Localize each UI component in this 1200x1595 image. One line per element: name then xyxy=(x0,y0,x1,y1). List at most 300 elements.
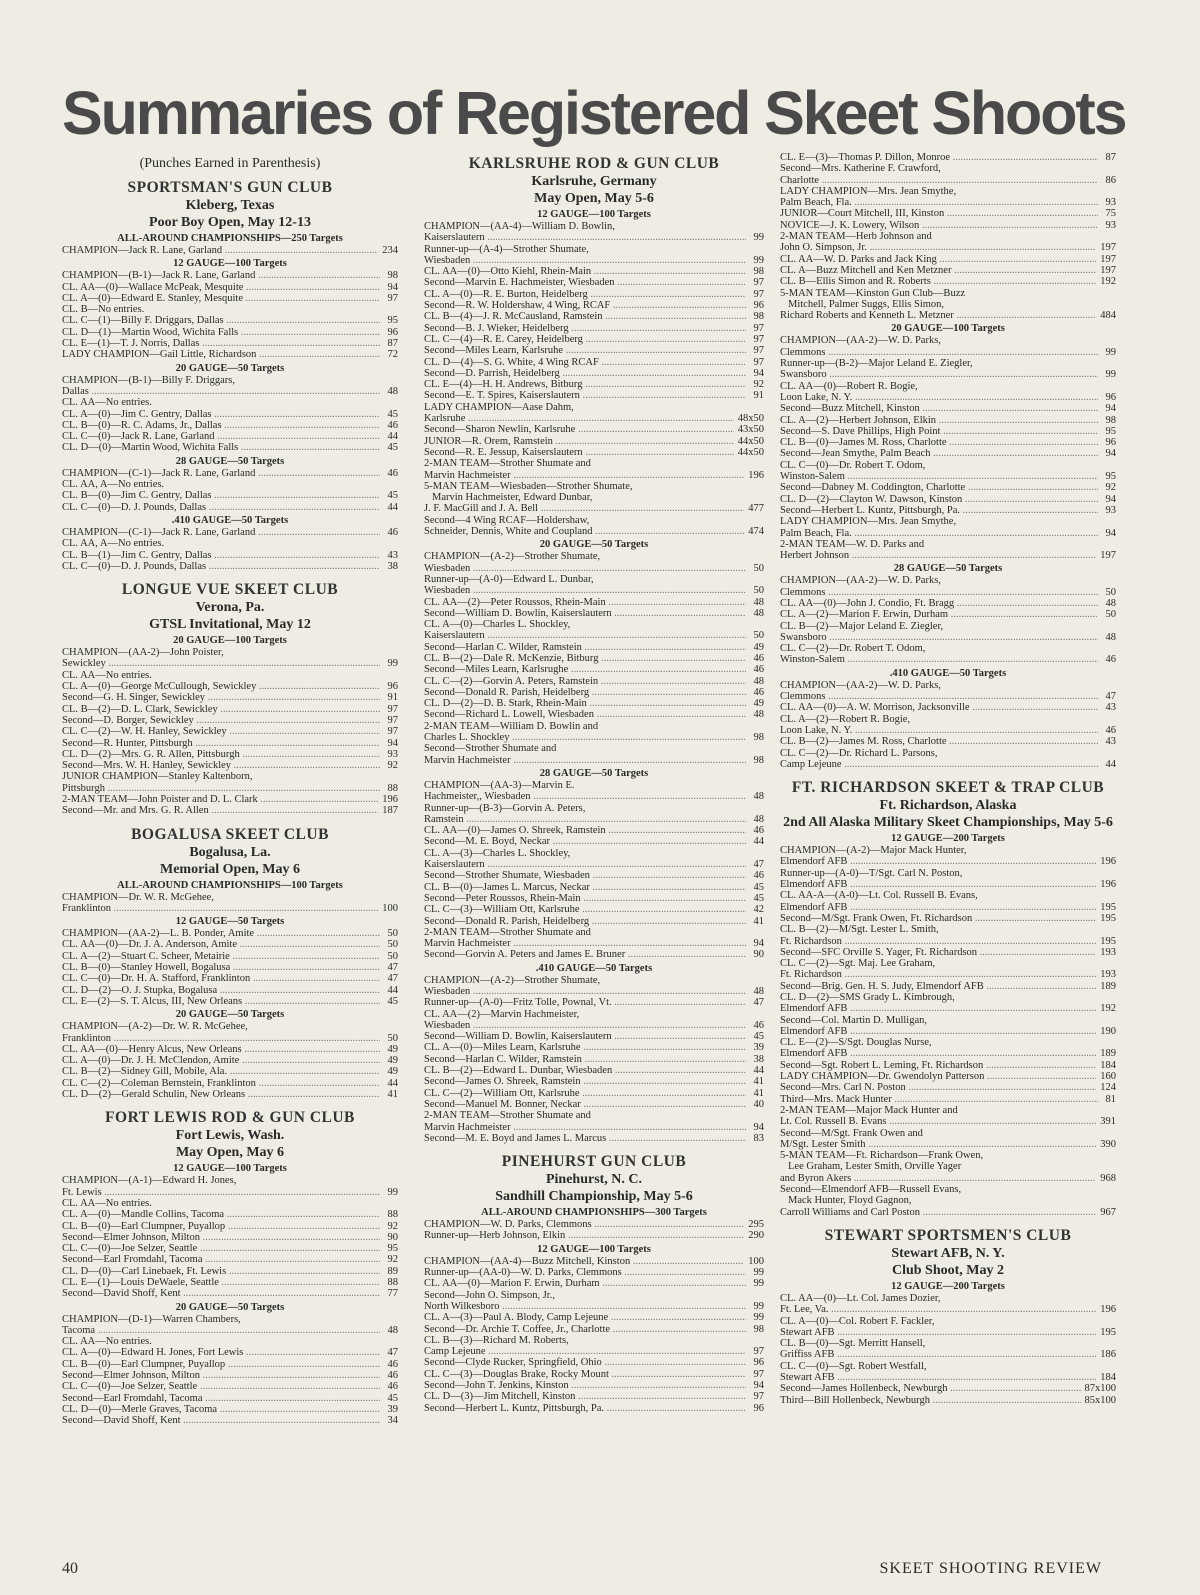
result-text: CL. A—(0)—Charles L. Shockley, xyxy=(424,619,571,631)
result-row xyxy=(62,1209,398,1220)
result-score: 98 xyxy=(753,1323,764,1335)
result-text: CL. D—(0)—Carl Linebaek, Ft. Lewis ..... xyxy=(62,1266,380,1277)
result-row xyxy=(780,1026,1116,1037)
result-text: Wiesbaden ..... xyxy=(424,585,746,596)
result-text: 2-MAN TEAM—Strother Shumate and xyxy=(424,458,591,470)
result-row xyxy=(424,244,764,255)
result-row xyxy=(780,265,1116,276)
result-text: Elmendorf AFB ..... xyxy=(780,902,1096,913)
gauge-heading: 12 GAUGE—50 Targets xyxy=(175,916,285,928)
result-score: 99 xyxy=(753,1267,764,1279)
result-row xyxy=(780,1071,1116,1082)
result-row xyxy=(424,1122,764,1133)
result-text: Winston-Salem ..... xyxy=(780,471,1098,482)
result-row xyxy=(424,289,764,300)
result-score: 97 xyxy=(387,292,398,304)
result-row xyxy=(424,357,764,368)
result-text: Ft. Lewis ..... xyxy=(62,1187,380,1198)
result-text: CL. C—(2)—William Ott, Karlsruhe ..... xyxy=(424,1088,746,1099)
result-text: CL. AA—(0)—Henry Alcus, New Orleans ..... xyxy=(62,1044,380,1055)
result-row xyxy=(62,1381,398,1392)
result-row xyxy=(62,1033,398,1044)
result-text: Elmendorf AFB ..... xyxy=(780,1026,1096,1037)
result-row xyxy=(780,1361,1116,1372)
result-row xyxy=(424,904,764,915)
result-score: 92 xyxy=(387,1220,398,1232)
result-row xyxy=(780,748,1116,759)
result-row xyxy=(424,368,764,379)
result-text: Second—William D. Bowlin, Kaiserslautern ..... xyxy=(424,608,746,619)
result-row xyxy=(780,1003,1116,1014)
result-row xyxy=(780,609,1116,620)
result-row xyxy=(780,152,1116,163)
result-text: CHAMPION—(AA-2)—L. B. Ponder, Amite ..... xyxy=(62,928,380,939)
result-text: Second—Buzz Mitchell, Kinston ..... xyxy=(780,403,1098,414)
result-row xyxy=(780,505,1116,516)
result-text: CL. E—(1)—T. J. Norris, Dallas ..... xyxy=(62,338,380,349)
result-score: 97 xyxy=(753,277,764,289)
result-text: 2-MAN TEAM—W. D. Parks and xyxy=(780,538,925,550)
result-row xyxy=(62,431,398,442)
result-text: North Wilkesboro ..... xyxy=(424,1301,746,1312)
result-row xyxy=(780,879,1116,890)
result-text: Second—Elmendorf AFB—Russell Evans, xyxy=(780,1184,962,1196)
result-row xyxy=(62,1055,398,1066)
result-score: 46 xyxy=(753,686,764,698)
club-location: Bogalusa, La. xyxy=(189,844,271,860)
result-row xyxy=(780,575,1116,586)
result-score: 290 xyxy=(748,1230,764,1242)
result-row xyxy=(424,413,764,424)
result-score: 42 xyxy=(753,904,764,916)
club-name: SPORTSMAN'S GUN CLUB xyxy=(127,179,333,196)
column-3 xyxy=(780,152,1116,1577)
result-text: CHAMPION—(C-1)—Jack R. Lane, Garland ..... xyxy=(62,468,380,479)
result-text: CL. AA—(0)—Dr. J. A. Anderson, Amite ..... xyxy=(62,939,380,950)
result-score: 967 xyxy=(1100,1206,1116,1218)
result-score: 94 xyxy=(753,1121,764,1133)
result-score: 99 xyxy=(753,232,764,244)
result-text: CL. B—(0)—R. C. Adams, Jr., Dallas ..... xyxy=(62,420,380,431)
result-row xyxy=(62,1198,398,1209)
result-text: CL. B—(4)—J. R. McCausland, Ramstein ..... xyxy=(424,311,746,322)
result-row xyxy=(424,221,764,232)
result-text: CL. E—(1)—Louis DeWaele, Seattle ..... xyxy=(62,1277,380,1288)
result-score: 190 xyxy=(1100,1025,1116,1037)
result-score: 484 xyxy=(1100,310,1116,322)
result-text: CHAMPION—(AA-4)—William D. Bowlin, xyxy=(424,221,615,232)
result-row xyxy=(424,345,764,356)
result-text: Hachmeister,, Wiesbaden ..... xyxy=(424,791,746,802)
result-row xyxy=(62,1066,398,1077)
result-row xyxy=(424,1099,764,1110)
result-score: 46 xyxy=(753,1019,764,1031)
result-text: Second—Richard L. Lowell, Wiesbaden ..... xyxy=(424,709,746,720)
result-row xyxy=(62,647,398,658)
result-text: CL. AA—(0)—James O. Shreek, Ramstein ..... xyxy=(424,825,746,836)
result-text: Second—Herbert L. Kuntz, Pittsburgh, Pa. ..... xyxy=(424,1403,746,1414)
result-row xyxy=(780,1173,1116,1184)
result-text: Second—James Hollenbeck, Newburgh ..... xyxy=(780,1383,1081,1394)
result-row xyxy=(424,676,764,687)
result-score: 40 xyxy=(753,1098,764,1110)
result-row xyxy=(62,1243,398,1254)
result-row xyxy=(424,1290,764,1301)
result-score: 93 xyxy=(1105,504,1116,516)
result-row xyxy=(424,585,764,596)
result-text: Elmendorf AFB ..... xyxy=(780,879,1096,890)
result-score: 184 xyxy=(1100,1059,1116,1071)
result-text: Wiesbaden ..... xyxy=(424,563,746,574)
result-row xyxy=(62,397,398,408)
column-1 xyxy=(62,152,398,1577)
result-score: 391 xyxy=(1100,1116,1116,1128)
result-row xyxy=(780,335,1116,346)
result-score: 83 xyxy=(753,1132,764,1144)
result-row xyxy=(424,1267,764,1278)
result-score: 46 xyxy=(1105,724,1116,736)
result-score: 99 xyxy=(753,1278,764,1290)
result-row xyxy=(780,197,1116,208)
result-score: 99 xyxy=(387,658,398,670)
result-row xyxy=(424,825,764,836)
result-text: Dallas ..... xyxy=(62,386,380,397)
result-text: CL. A—(0)—George McCullough, Sewickley ..... xyxy=(62,681,380,692)
result-row xyxy=(780,890,1116,901)
result-row xyxy=(780,632,1116,643)
result-text: Runner-up—Herb Johnson, Elkin ..... xyxy=(424,1230,744,1241)
result-text: CL. AA—(0)—A. W. Morrison, Jacksonville ..... xyxy=(780,702,1098,713)
result-row xyxy=(424,916,764,927)
result-text: Pittsburgh ..... xyxy=(62,783,380,794)
result-row xyxy=(780,437,1116,448)
result-row xyxy=(780,1207,1116,1218)
result-score: 47 xyxy=(387,1347,398,1359)
result-score: 98 xyxy=(753,754,764,766)
result-score: 46 xyxy=(387,419,398,431)
result-text: CL. B—(2)—Major Leland E. Ziegler, xyxy=(780,620,944,632)
result-text: CL. A—(0)—Dr. J. H. McClendon, Amite ..... xyxy=(62,1055,380,1066)
result-score: 89 xyxy=(387,1265,398,1277)
result-text: Herbert Johnson ..... xyxy=(780,550,1096,561)
result-row xyxy=(424,975,764,986)
result-row xyxy=(780,392,1116,403)
result-row xyxy=(780,242,1116,253)
result-text: Second—Miles Learn, Karlsruhe ..... xyxy=(424,345,746,356)
result-row xyxy=(62,715,398,726)
result-text: CL. C—(2)—Dr. Richard L. Parsons, xyxy=(780,747,938,759)
result-row xyxy=(780,621,1116,632)
result-text: Runner-up—(B-2)—Major Leland E. Ziegler, xyxy=(780,358,973,370)
gauge-heading: 12 GAUGE—100 Targets xyxy=(537,1243,651,1255)
result-row xyxy=(780,415,1116,426)
result-text: Camp Lejeune ..... xyxy=(780,759,1098,770)
result-score: 45 xyxy=(387,490,398,502)
result-row xyxy=(780,981,1116,992)
result-text: Clemmons ..... xyxy=(780,347,1098,358)
result-text: CL. E—(3)—Thomas P. Dillon, Monroe ..... xyxy=(780,152,1098,163)
result-row xyxy=(780,1048,1116,1059)
result-text: Runner-up—(A-4)—Strother Shumate, xyxy=(424,243,589,255)
result-score: 94 xyxy=(753,367,764,379)
result-row xyxy=(424,859,764,870)
result-score: 48 xyxy=(1105,631,1116,643)
result-row xyxy=(424,402,764,413)
result-row xyxy=(780,1105,1116,1116)
result-row xyxy=(62,1325,398,1336)
result-text: Second—Dabney M. Coddington, Charlotte ..... xyxy=(780,482,1098,493)
result-text: CL. B—(2)—M/Sgt. Lester L. Smith, xyxy=(780,924,939,936)
gauge-heading: 28 GAUGE—50 Targets xyxy=(175,455,285,467)
result-text: Second—David Shoff, Kent ..... xyxy=(62,1288,380,1299)
result-text: CL. D—(3)—Jim Mitchell, Kinston ..... xyxy=(424,1391,746,1402)
result-score: 81 xyxy=(1105,1093,1116,1105)
result-text: CHAMPION—(A-2)—Strother Shumate, xyxy=(424,974,601,986)
result-row xyxy=(62,338,398,349)
result-row xyxy=(780,1082,1116,1093)
club-name: STEWART SPORTSMEN'S CLUB xyxy=(824,1226,1072,1244)
result-row xyxy=(780,403,1116,414)
result-text: CL. B—(0)—Jim C. Gentry, Dallas ..... xyxy=(62,490,380,501)
gauge-heading: .410 GAUGE—50 Targets xyxy=(889,667,1007,679)
result-row xyxy=(424,1042,764,1053)
result-score: 97 xyxy=(753,1368,764,1380)
result-row xyxy=(424,277,764,288)
result-row xyxy=(62,1277,398,1288)
result-row xyxy=(780,1060,1116,1071)
result-row xyxy=(424,1088,764,1099)
result-text: LADY CHAMPION—Gail Little, Richardson ..... xyxy=(62,349,380,360)
result-text: CL. AA—(2)—Peter Roussos, Rhein-Main ..... xyxy=(424,597,746,608)
result-score: 50 xyxy=(1105,609,1116,621)
result-text: Second—Miles Learn, Karlsrughe ..... xyxy=(424,664,746,675)
column-2 xyxy=(424,152,764,1577)
result-text: CHAMPION—(D-1)—Warren Chambers, xyxy=(62,1313,241,1325)
result-row xyxy=(62,442,398,453)
result-text: Tacoma ..... xyxy=(62,1325,380,1336)
result-score: 48 xyxy=(753,986,764,997)
result-text: Winston-Salem ..... xyxy=(780,654,1098,665)
result-row xyxy=(780,1037,1116,1048)
gauge-heading: 28 GAUGE—50 Targets xyxy=(893,563,1003,575)
gauge-heading: 28 GAUGE—50 Targets xyxy=(539,767,649,779)
result-text: CL. D—(4)—S. G. White, 4 Wing RCAF ..... xyxy=(424,357,746,368)
result-text: 2-MAN TEAM—Strother Shumate and xyxy=(424,1110,591,1122)
result-score: 46 xyxy=(387,1370,398,1382)
result-score: 477 xyxy=(748,503,764,515)
result-text: CL. D—(0)—Martin Wood, Wichita Falls ..... xyxy=(62,442,380,453)
result-text: Wiesbaden ..... xyxy=(424,986,746,997)
result-score: 45 xyxy=(387,995,398,1007)
gauge-heading: 12 GAUGE—200 Targets xyxy=(891,1280,1005,1292)
result-text: Second—Harlan C. Wilder, Ramstein ..... xyxy=(424,1054,746,1065)
result-text: Second—Jean Smythe, Palm Beach ..... xyxy=(780,448,1098,459)
result-score: 94 xyxy=(1105,448,1116,460)
result-score: 98 xyxy=(387,270,398,282)
gauge-heading: 20 GAUGE—100 Targets xyxy=(891,323,1005,335)
result-row xyxy=(62,681,398,692)
result-row xyxy=(780,868,1116,879)
result-score: 196 xyxy=(1100,879,1116,891)
result-row xyxy=(780,856,1116,867)
result-text: CL. AA—No entries. xyxy=(62,1336,152,1348)
result-score: 92 xyxy=(387,1254,398,1266)
result-score: 45 xyxy=(753,881,764,893)
result-score: 97 xyxy=(387,703,398,715)
result-row xyxy=(424,1230,764,1241)
result-text: CHAMPION—(B-1)—Jack R. Lane, Garland ..... xyxy=(62,270,380,281)
gauge-heading: ALL-AROUND CHAMPIONSHIPS—100 Targets xyxy=(117,879,343,891)
gauge-heading: 12 GAUGE—100 Targets xyxy=(173,258,287,270)
result-score: 48x50 xyxy=(737,413,764,425)
result-score: 45 xyxy=(753,1031,764,1043)
result-text: CL. A—(3)—Paul A. Blody, Camp Lejeune ..... xyxy=(424,1312,746,1323)
result-row xyxy=(424,1346,764,1357)
result-row xyxy=(424,526,764,537)
result-score: 88 xyxy=(387,1277,398,1288)
result-score: 196 xyxy=(1100,1304,1116,1316)
result-row xyxy=(424,893,764,904)
result-text: Second—R. W. Holdershaw, 4 Wing, RCAF ..... xyxy=(424,300,746,311)
result-text: Kaiserslautern ..... xyxy=(424,232,746,243)
result-text: Second—Herbert L. Kuntz, Pittsburgh, Pa. ..... xyxy=(780,505,1098,516)
result-row xyxy=(780,1327,1116,1338)
result-text: M/Sgt. Lester Smith ..... xyxy=(780,1139,1096,1150)
result-row xyxy=(424,334,764,345)
result-text: Second—Strother Shumate and xyxy=(424,743,557,755)
result-row xyxy=(424,551,764,562)
result-row xyxy=(780,1316,1116,1327)
result-row xyxy=(424,232,764,243)
result-text: CL. B—(0)—Earl Clumpner, Puyallop ..... xyxy=(62,1221,380,1232)
club-name: PINEHURST GUN CLUB xyxy=(501,1153,687,1171)
gauge-heading: ALL-AROUND CHAMPIONSHIPS—250 Targets xyxy=(117,233,343,244)
result-row xyxy=(780,1349,1116,1360)
result-score: 90 xyxy=(387,1231,398,1243)
result-text: NOVICE—J. K. Lowery, Wilson ..... xyxy=(780,220,1098,231)
result-row xyxy=(780,598,1116,609)
result-row xyxy=(780,1184,1116,1195)
result-row xyxy=(424,732,764,743)
result-row xyxy=(62,1089,398,1100)
result-row xyxy=(780,482,1116,493)
result-text: Second—S. Dave Phillips, High Point ..... xyxy=(780,426,1098,437)
result-score: 97 xyxy=(753,1346,764,1358)
result-text: Franklinton ..... xyxy=(62,1033,380,1044)
result-score: 96 xyxy=(387,681,398,693)
club-location: Pinehurst, N. C. xyxy=(545,1172,643,1188)
club-name: LONGUE VUE SKEET CLUB xyxy=(121,581,339,599)
result-text: Kaiserslautern ..... xyxy=(424,630,746,641)
result-text: CL. D—(2)—D. B. Stark, Rhein-Main ..... xyxy=(424,698,746,709)
result-text: CL. C—(0)—D. J. Pounds, Dallas ..... xyxy=(62,561,380,572)
result-score: 39 xyxy=(387,1403,398,1415)
result-row xyxy=(424,803,764,814)
result-text: CL. B—(0)—Sgt. Merritt Hansell, xyxy=(780,1338,926,1350)
page-number: 40 xyxy=(62,1560,78,1577)
result-text: CL. AA—(0)—Marion F. Erwin, Durham ..... xyxy=(424,1278,746,1289)
result-score: 38 xyxy=(753,1053,764,1065)
result-row xyxy=(424,1301,764,1312)
result-text: Elmendorf AFB ..... xyxy=(780,856,1096,867)
result-text: CL. A—(2)—Stuart C. Scheer, Metairie ..... xyxy=(62,951,380,962)
result-text: CL. B—(3)—Richard M. Roberts, xyxy=(424,1334,569,1346)
result-score: 96 xyxy=(1105,391,1116,403)
result-row xyxy=(62,939,398,950)
result-row xyxy=(424,1110,764,1121)
result-text: CL. AA—(0)—Wallace McPeak, Mesquite ..... xyxy=(62,282,380,293)
result-row xyxy=(424,436,764,447)
result-row xyxy=(424,938,764,949)
result-score: 49 xyxy=(387,1066,398,1078)
result-text: CHAMPION—(B-1)—Billy F. Driggars, xyxy=(62,374,235,386)
result-row xyxy=(424,608,764,619)
result-score: 46 xyxy=(387,1358,398,1370)
result-row xyxy=(424,687,764,698)
result-text: Kaiserslautern ..... xyxy=(424,859,746,870)
result-row xyxy=(424,323,764,334)
result-row xyxy=(780,936,1116,947)
result-text: CL. E—(2)—S/Sgt. Douglas Nurse, xyxy=(780,1037,932,1049)
result-row xyxy=(62,1232,398,1243)
result-score: 50 xyxy=(387,950,398,962)
club-location: Stewart AFB, N. Y. xyxy=(891,1245,1005,1261)
result-text: CL. C—(4)—R. E. Carey, Heidelberg ..... xyxy=(424,334,746,345)
result-row xyxy=(62,892,398,903)
result-text: Second—James O. Shreek, Ramstein ..... xyxy=(424,1076,746,1087)
result-row xyxy=(424,481,764,492)
result-text: JUNIOR—Court Mitchell, III, Kinston ..... xyxy=(780,208,1098,219)
result-row xyxy=(780,902,1116,913)
result-text: Second—Mr. and Mrs. G. R. Allen ..... xyxy=(62,805,378,816)
result-score: 99 xyxy=(387,1186,398,1198)
event-title: Poor Boy Open, May 12-13 xyxy=(149,215,311,230)
result-text: CHAMPION—(A-1)—Edward H. Jones, xyxy=(62,1175,237,1187)
result-row xyxy=(62,270,398,281)
result-row xyxy=(62,1044,398,1055)
result-text: CL. B—Ellis Simon and R. Roberts ..... xyxy=(780,276,1096,287)
result-text: Ft. Richardson ..... xyxy=(780,936,1096,947)
result-text: CL. D—(2)—SMS Grady L. Kimbrough, xyxy=(780,992,955,1003)
result-row xyxy=(62,304,398,315)
result-text: Second—Sharon Newlin, Karlsruhe ..... xyxy=(424,424,734,435)
result-row xyxy=(424,470,764,481)
result-text: CL. B—(2)—D. L. Clark, Sewickley ..... xyxy=(62,704,380,715)
result-score: 184 xyxy=(1100,1372,1116,1384)
result-text: Second—Dr. Archie T. Coffee, Jr., Charlotte ..... xyxy=(424,1324,746,1335)
result-score: 96 xyxy=(1105,437,1116,449)
result-row xyxy=(780,680,1116,691)
result-text: Second—R. Hunter, Pittsburgh ..... xyxy=(62,738,380,749)
result-score: 234 xyxy=(382,245,398,256)
result-row xyxy=(424,870,764,881)
result-row xyxy=(780,231,1116,242)
result-row xyxy=(424,1256,764,1267)
result-score: 94 xyxy=(1105,403,1116,415)
result-row xyxy=(780,992,1116,1003)
gauge-heading: 20 GAUGE—50 Targets xyxy=(175,362,285,374)
result-text: CL. B—(2)—Dale R. McKenzie, Bitburg ..... xyxy=(424,653,746,664)
result-text: Sewickley ..... xyxy=(62,658,380,669)
result-score: 46 xyxy=(387,467,398,479)
result-text: 2-MAN TEAM—Strother Shumate and xyxy=(424,926,591,938)
result-row xyxy=(780,254,1116,265)
result-text: Lt. Col. Russell B. Evans ..... xyxy=(780,1116,1096,1127)
result-row xyxy=(780,220,1116,231)
result-text: Marvin Hachmeister ..... xyxy=(424,1122,746,1133)
result-text: Runner-up—(A-0)—T/Sgt. Carl N. Poston, xyxy=(780,867,963,879)
result-score: 192 xyxy=(1100,1003,1116,1015)
